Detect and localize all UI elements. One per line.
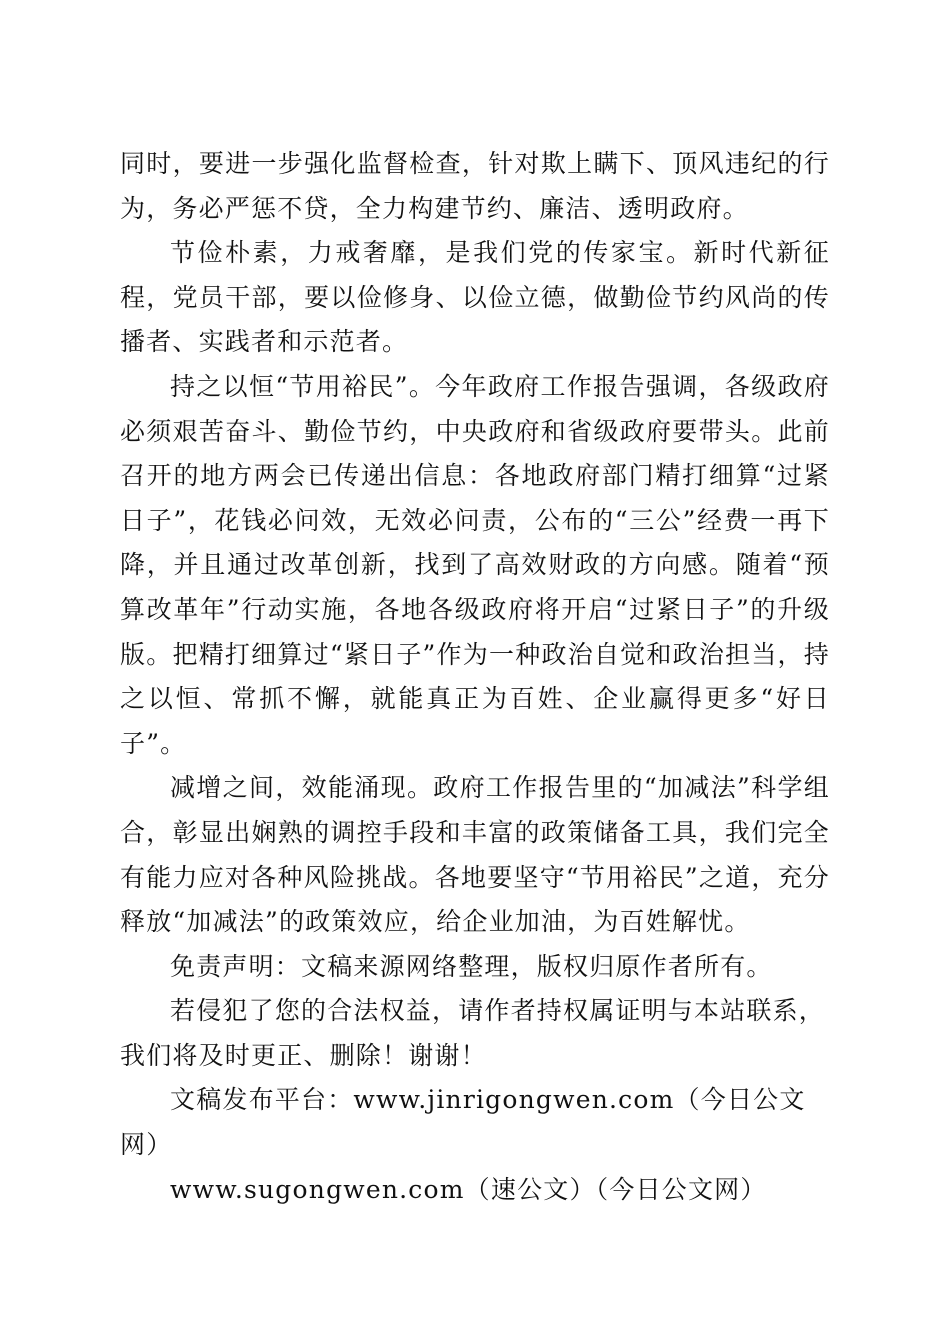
paragraph-1: 同时，要进一步强化监督检查，针对欺上瞒下、顶风违纪的行为，务必严惩不贷，全力构建节约、廉洁、透明政府。 <box>120 149 830 223</box>
document-body <box>120 142 830 1212</box>
platform-label: 文稿发布平台： <box>170 1085 354 1115</box>
platform-line-1 <box>120 1078 830 1167</box>
paragraph-3: 持之以恒“节用裕民”。今年政府工作报告强调，各级政府必须艰苦奋斗、勤俭节约，中央政府和省级政府要带头。此前召开的地方两会已传递出信息：各地政府部门精打细算“过紧日子”，花钱必问效，无效必问责，公布的“三公”经费一再下降，并且通过改革创新，找到了高效财政的方向感。随着“预算改革年”行动实施，各地各级政府将开启“过紧日子”的升级版。把精打细算过“紧日子”作为一种政治自觉和政治担当，持之以恒、常抓不懈，就能真正为百姓、企业赢得更多“好日子”。 <box>120 371 830 758</box>
platform-url-jinrigongwen[interactable]: www.jinrigongwen.com <box>353 1085 675 1115</box>
infringement-notice: 若侵犯了您的合法权益，请作者持权属证明与本站联系，我们将及时更正、删除！谢谢！ <box>120 996 826 1070</box>
paragraph-2: 节俭朴素，力戒奢靡，是我们党的传家宝。新时代新征程，党员干部，要以俭修身、以俭立德，做勤俭节约风尚的传播者、实践者和示范者。 <box>120 238 830 357</box>
platform-url-sugongwen[interactable]: www.sugongwen.com <box>170 1174 465 1204</box>
platform-line-2 <box>120 1168 830 1213</box>
platform-name-2: （速公文）（今日公文网） <box>464 1174 767 1204</box>
paragraph-4: 减增之间，效能涌现。政府工作报告里的“加减法”科学组合，彰显出娴熟的调控手段和丰富的政策储备工具，我们完全有能力应对各种风险挑战。各地要坚守“节用裕民”之道，充分释放“加减法”的政策效应，给企业加油，为百姓解忧。 <box>120 773 830 937</box>
disclaimer-text: 免责声明：文稿来源网络整理，版权归原作者所有。 <box>170 951 773 981</box>
platform-name-1: （今日公文网） <box>120 1085 806 1160</box>
